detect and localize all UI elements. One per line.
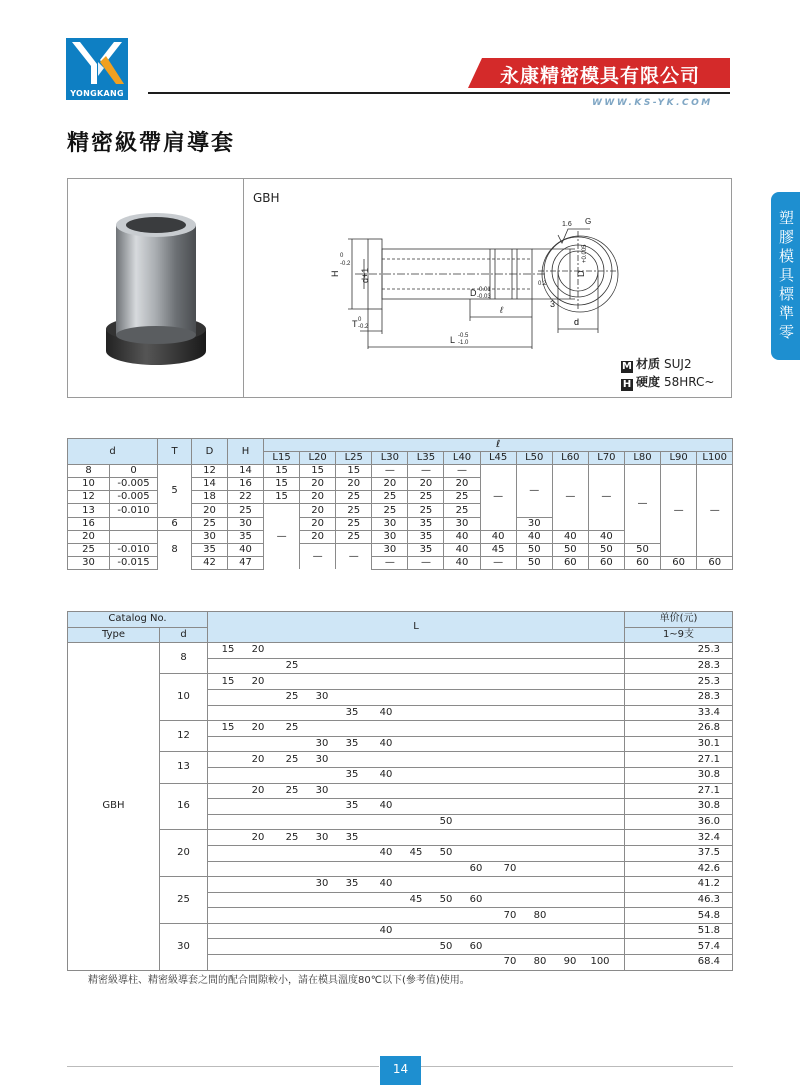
l-value: 20 [444,478,480,491]
svg-text:-0.03: -0.03 [477,294,491,300]
l-values-cell [208,721,625,737]
l-value: 25 [285,784,299,796]
header-rule [148,92,730,94]
dim-header-D: D [192,439,228,465]
l-value: 70 [503,956,517,968]
dim-D: 18 [192,491,228,504]
dim-d: 25 [68,543,110,556]
price-cell: 27.1 [625,783,733,799]
l-value: 70 [503,909,517,921]
price-cell: 25.3 [625,674,733,690]
l-value: 40 [444,556,480,569]
l-value: 80 [533,956,547,968]
l-header: L [208,612,625,643]
l-value: 50 [516,543,552,556]
type-cell: GBH [68,643,160,970]
l-value: 30 [372,530,408,543]
dim-tol: -0.005 [110,478,158,491]
l-col-header: L35 [408,452,444,465]
l-values-cell [208,861,625,877]
l-value: 20 [408,478,444,491]
l-value: 40 [379,706,393,718]
l-value: 50 [439,893,453,905]
price-cell: 42.6 [625,861,733,877]
price-cell: 25.3 [625,643,733,659]
l-value: 90 [563,956,577,968]
dim-h: 40 [228,543,264,556]
svg-text:-0.2: -0.2 [340,261,351,267]
l-values-cell [208,877,625,893]
l-value: 45 [409,847,423,859]
dim-header-h: H [228,439,264,465]
dim-tol [110,517,158,530]
l-value: — [444,465,480,478]
dim-row [68,465,733,478]
dim-d: 12 [68,491,110,504]
l-col-header: L20 [300,452,336,465]
l-value: 40 [444,530,480,543]
l-values-cell [208,908,625,924]
l-value: 60 [624,556,660,569]
l-dash: — [661,465,697,557]
l-value: 30 [315,738,329,750]
l-value: 15 [264,478,300,491]
price-cell: 46.3 [625,892,733,908]
website-url[interactable]: WWW.KS-YK.COM [592,98,713,108]
l-values-cell [208,736,625,752]
material-badge: M [622,361,632,372]
l-col-header: L90 [661,452,697,465]
price-row [68,923,733,939]
l-value: 50 [516,556,552,569]
svg-text:D: D [576,270,586,277]
l-value: 60 [552,556,588,569]
dim-D: 12 [192,465,228,478]
price-cell: 30.8 [625,799,733,815]
l-value: 40 [552,530,588,543]
dim-d: 13 [68,504,110,517]
svg-text:0.2: 0.2 [538,281,547,287]
l-value: 20 [300,504,336,517]
price-cell: 27.1 [625,752,733,768]
price-row [68,643,733,659]
svg-text:L: L [450,335,456,345]
catalog-header: Catalog No. [68,612,208,628]
l-value: 60 [469,940,483,952]
price-header: 单价(元) [625,612,733,628]
d-header: d [160,627,208,643]
d-cell: 20 [160,830,208,877]
l-dash: — [624,465,660,544]
price-cell: 28.3 [625,689,733,705]
svg-text:3: 3 [550,299,556,309]
price-row [68,752,733,768]
l-value: 35 [345,800,359,812]
l-value: 60 [661,556,697,569]
footer-rule-left [67,1066,379,1067]
l-value: 15 [221,675,235,687]
svg-text:T: T [352,319,358,329]
l-value: 45 [409,893,423,905]
l-value: 20 [300,517,336,530]
dim-h: 14 [228,465,264,478]
l-value: — [372,465,408,478]
dim-tol: -0.010 [110,543,158,556]
h-tol: 0 [340,253,344,259]
l-value: 60 [697,556,733,569]
price-table [67,611,733,971]
l-dash: — [552,465,588,530]
dimension-table [67,438,733,570]
l-value: 100 [590,956,610,968]
l-values-cell [208,689,625,705]
l-value: 50 [624,543,660,556]
dim-tol [110,530,158,543]
price-row [68,783,733,799]
l-value: 30 [315,691,329,703]
l-value: 25 [372,491,408,504]
l-value: 35 [345,706,359,718]
dim-tol: -0.015 [110,556,158,569]
type-header: Type [68,627,160,643]
l-value: 40 [480,530,516,543]
svg-text:-0.01: -0.01 [477,287,491,293]
l-value: 40 [379,878,393,890]
d-cell: 16 [160,783,208,830]
svg-text:1.6: 1.6 [562,221,572,228]
price-cell: 57.4 [625,939,733,955]
l-value: 20 [372,478,408,491]
price-cell: 51.8 [625,923,733,939]
l-value: 40 [379,769,393,781]
dim-D: 25 [192,517,228,530]
l-dash: — [516,465,552,517]
l-values-cell [208,658,625,674]
model-code: GBH [253,191,280,205]
hardness-row [621,373,714,391]
d-cell: 12 [160,721,208,752]
price-cell: 32.4 [625,830,733,846]
l-value: 30 [315,878,329,890]
l-value: 30 [315,831,329,843]
l-value: 35 [345,878,359,890]
svg-text:ℓ: ℓ [500,305,503,315]
price-cell: 33.4 [625,705,733,721]
l-value: 50 [588,543,624,556]
l-dash: — [697,465,733,557]
side-tab-label: 塑膠模具標準零件 [748,210,795,343]
l-values-cell [208,923,625,939]
l-dash: — [336,543,372,569]
price-cell: 26.8 [625,721,733,737]
dim-h: 22 [228,491,264,504]
l-value: 25 [408,491,444,504]
l-value: 30 [372,517,408,530]
price-cell: 30.8 [625,767,733,783]
l-value: 45 [480,543,516,556]
svg-text:-0.5: -0.5 [458,333,469,339]
l-value: 30 [444,517,480,530]
l-col-header: L25 [336,452,372,465]
side-category-tab[interactable] [748,192,800,360]
price-cell: 30.1 [625,736,733,752]
l-dash: — [264,504,300,569]
dim-t: 6 [158,517,192,530]
l-value: 40 [379,738,393,750]
l-value: 50 [439,816,453,828]
product-drawing-box [67,178,732,398]
l-value: 35 [345,738,359,750]
l-value: 25 [408,504,444,517]
l-dash: — [480,465,516,530]
l-values-cell [208,643,625,659]
svg-text:+0.005: +0.005 [582,244,588,263]
dim-h: 25 [228,504,264,517]
price-cell: 41.2 [625,877,733,893]
svg-text:D: D [470,288,477,298]
page-number: 14 [380,1056,421,1085]
material-row [621,355,714,373]
product-photo [68,179,244,397]
dim-tol: -0.005 [110,491,158,504]
dim-d: 16 [68,517,110,530]
l-value: 15 [264,491,300,504]
l-value: 20 [300,478,336,491]
bushing-photo-icon [68,179,244,397]
l-value: 25 [372,504,408,517]
l-col-header: L40 [444,452,480,465]
l-dash: — [300,543,336,569]
dim-D: 35 [192,543,228,556]
dim-t: 5 [158,465,192,517]
dim-D: 42 [192,556,228,569]
dim-h: 16 [228,478,264,491]
company-name: 永康精密模具有限公司 [499,65,700,87]
dim-d: 8 [68,465,110,478]
material-label: 材质 [636,357,661,371]
svg-text:0: 0 [358,317,362,323]
l-value: 15 [221,644,235,656]
dim-d: 20 [68,530,110,543]
l-value: 25 [444,504,480,517]
svg-text:H: H [330,270,340,277]
l-col-header: L80 [624,452,660,465]
dim-header-d: d [68,439,158,465]
yk-logo-icon [66,38,128,88]
l-values-cell [208,705,625,721]
hardness-badge: H [622,379,632,390]
l-value: 20 [251,784,265,796]
l-values-cell [208,830,625,846]
material-value: SUJ2 [664,357,692,371]
l-value: 30 [372,543,408,556]
l-value: 25 [285,660,299,672]
price-cell: 36.0 [625,814,733,830]
price-row [68,830,733,846]
l-col-header: L45 [480,452,516,465]
l-value: 15 [300,465,336,478]
l-value: 25 [444,491,480,504]
footnote: 精密級導柱、精密級導套之間的配合間隙較小，請在模具溫度80℃以下(參考值)使用。 [88,975,470,986]
page-title: 精密級帶肩導套 [67,131,236,156]
l-values-cell [208,799,625,815]
svg-text:-1.0: -1.0 [458,340,469,346]
l-values-cell [208,845,625,861]
d-cell: 25 [160,877,208,924]
l-value: 20 [251,644,265,656]
l-value: 40 [444,543,480,556]
l-value: 20 [300,491,336,504]
l-value: 15 [221,722,235,734]
l-value: 70 [503,862,517,874]
svg-text:G: G [585,217,592,226]
footer-rule-right [421,1066,733,1067]
logo-text: YONGKANG [70,89,124,98]
hardness-label: 硬度 [636,375,661,389]
l-values-cell [208,892,625,908]
dim-header-ell: ℓ [264,439,733,452]
end-view-d-label: d [574,317,580,327]
l-values-cell [208,783,625,799]
l-value: 20 [300,530,336,543]
l-value: 50 [439,940,453,952]
dim-tol: 0 [110,465,158,478]
l-value: 25 [285,722,299,734]
dim-h: 35 [228,530,264,543]
l-values-cell [208,674,625,690]
d-cell: 30 [160,923,208,970]
l-value: 35 [345,769,359,781]
l-value: 40 [379,800,393,812]
l-value: 20 [251,831,265,843]
dim-D: 30 [192,530,228,543]
price-cell: 28.3 [625,658,733,674]
l-value: 20 [251,722,265,734]
l-value: 20 [251,753,265,765]
l-value: 40 [516,530,552,543]
d-cell: 13 [160,752,208,783]
l-value: 25 [336,517,372,530]
dim-header-t: T [158,439,192,465]
dimension-table-body [68,465,733,570]
l-value: 35 [345,831,359,843]
l-values-cell [208,939,625,955]
qty-header: 1~9支 [625,627,733,643]
l-value: 35 [408,517,444,530]
dim-h: 30 [228,517,264,530]
l-value: 25 [285,831,299,843]
l-dash: — [588,465,624,530]
l-values-cell [208,814,625,830]
l-value: 30 [315,784,329,796]
l-value: 25 [285,691,299,703]
l-value: 80 [533,909,547,921]
l-value: 40 [588,530,624,543]
l-value: 15 [264,465,300,478]
hardness-value: 58HRC~ [664,375,715,389]
dim-d: 10 [68,478,110,491]
price-row [68,877,733,893]
l-value: 30 [516,517,552,530]
l-value: — [372,556,408,569]
l-value: 50 [552,543,588,556]
l-value: 35 [408,543,444,556]
dim-d: 30 [68,556,110,569]
dim-t: 8 [158,530,192,569]
price-row [68,721,733,737]
price-row [68,674,733,690]
l-col-header: L70 [588,452,624,465]
price-cell: 54.8 [625,908,733,924]
svg-text:-0.2: -0.2 [358,324,369,330]
dim-D: 14 [192,478,228,491]
l-value: 40 [379,847,393,859]
l-value: 50 [439,847,453,859]
d-cell: 10 [160,674,208,721]
price-table-body [68,643,733,970]
l-values-cell [208,955,625,971]
l-col-header: L50 [516,452,552,465]
svg-text:d+1: d+1 [360,267,370,283]
l-value: 20 [251,675,265,687]
dim-tol: -0.010 [110,504,158,517]
l-value: 25 [336,491,372,504]
l-value: 60 [588,556,624,569]
l-col-header: L30 [372,452,408,465]
l-value: 25 [285,753,299,765]
l-value: 25 [336,530,372,543]
l-value: 40 [379,925,393,937]
l-col-header: L60 [552,452,588,465]
company-logo [66,38,128,100]
l-values-cell [208,752,625,768]
l-value: 30 [315,753,329,765]
l-value: — [408,556,444,569]
l-values-cell [208,767,625,783]
price-cell: 68.4 [625,955,733,971]
l-value: 60 [469,893,483,905]
d-cell: 8 [160,643,208,674]
dim-D: 20 [192,504,228,517]
l-value: — [408,465,444,478]
l-col-header: L15 [264,452,300,465]
dim-h: 47 [228,556,264,569]
l-value: 35 [408,530,444,543]
l-col-header: L100 [697,452,733,465]
end-view-drawing [536,229,626,341]
l-value: 15 [336,465,372,478]
l-value: — [480,556,516,569]
material-spec [621,355,714,391]
l-value: 20 [336,478,372,491]
price-cell: 37.5 [625,845,733,861]
l-value: 25 [336,504,372,517]
l-value: 60 [469,862,483,874]
